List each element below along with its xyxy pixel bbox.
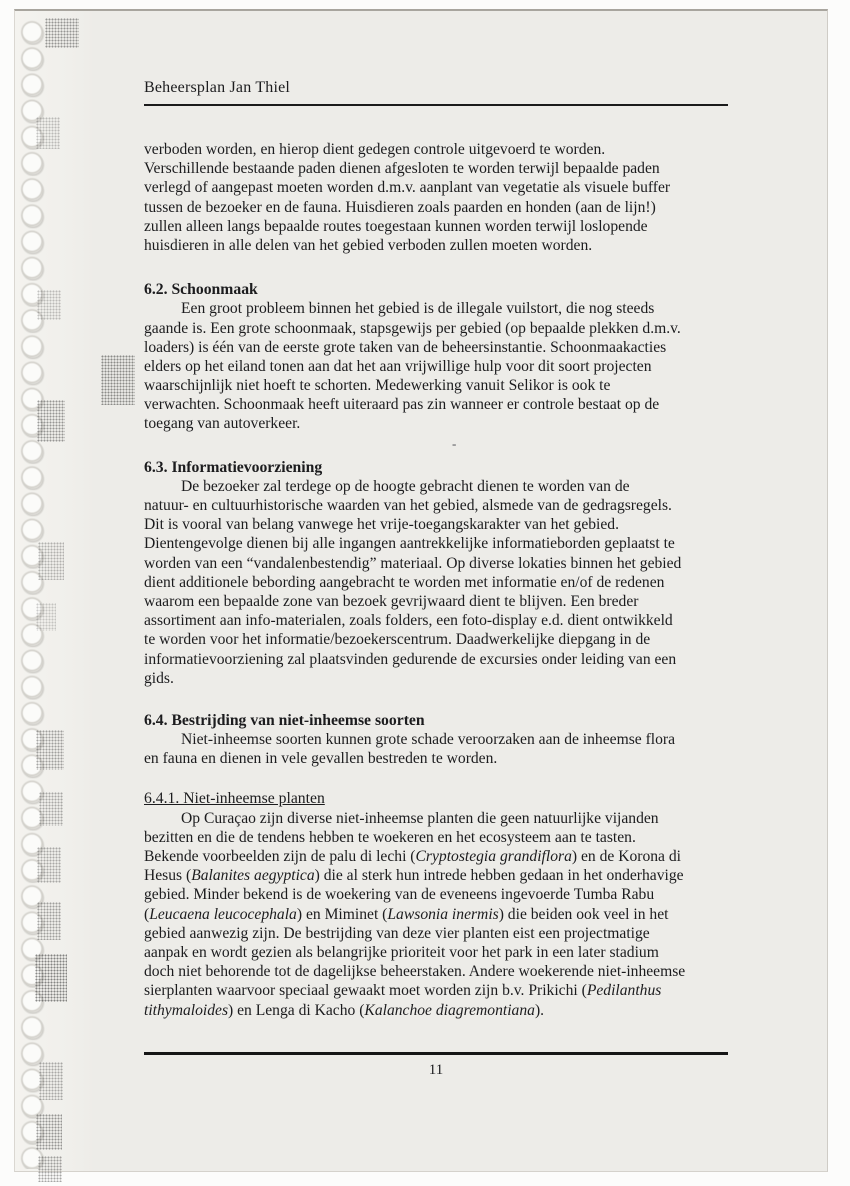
scan-noise-patch bbox=[39, 1062, 63, 1100]
scan-noise-patch bbox=[36, 117, 60, 149]
section-heading-6-2: 6.2. Schoonmaak bbox=[144, 281, 258, 299]
section-heading-6-3: 6.3. Informatievoorziening bbox=[144, 458, 323, 476]
scan-noise-patch bbox=[36, 603, 56, 631]
section-6-4-paragraph: Niet-inheemse soorten kunnen grote schade veroorzaken aan de inheemse flora en fauna en dienen in vele gevallen bestreden te worden. bbox=[144, 731, 676, 768]
scan-noise-patch bbox=[101, 355, 135, 405]
scan-noise-patch bbox=[37, 847, 61, 883]
scan-noise-patch bbox=[39, 792, 63, 826]
scan-noise-patch bbox=[37, 902, 61, 940]
footer-rule bbox=[144, 1052, 728, 1055]
scan-noise-patch bbox=[45, 18, 79, 48]
scan-noise-patch bbox=[36, 730, 64, 770]
page-content bbox=[144, 11, 736, 1079]
stray-dash-mark: - bbox=[452, 436, 457, 451]
page-number: 11 bbox=[428, 1061, 444, 1078]
running-header-title: Beheersplan Jan Thiel bbox=[144, 79, 291, 96]
section-6-4-1-paragraph: Op Curaçao zijn diverse niet-inheemse planten die geen natuurlijke vijanden bezitten en die de tendens hebben te woekeren en het ecosysteem aan te tasten. Bekende voorbeelden zijn de palu di lechi (Cryptostegia grandiflora) en de Korona di Hesus (Balanites aegyptica) die al sterk hun intrede hebben gedaan in het onderhavige gebied. Minder bekend is de woekering van de eveneens ingevoerde Tumba Rabu (Leucaena leucocephala) en Miminet (Lawsonia inermis) die beiden ook veel in het gebied aanwezig zijn. De bestrijding van deze vier planten eist een projectmatige aanpak en wordt gezien als belangrijke prioriteit voor het park in een later stadium doch niet behorende tot de dagelijkse beheerstaken. Andere woekerende niet-inheemse sierplanten waarvoor speciaal gewaakt moet worden zijn b.v. Prikichi (Pedilanthus tithymaloides) en Lenga di Kacho (Kalanchoe diagremontiana). bbox=[144, 809, 686, 1019]
scan-noise-patch bbox=[37, 290, 61, 320]
section-heading-6-4: 6.4. Bestrijding van niet-inheemse soorten bbox=[144, 711, 425, 729]
scan-noise-patch bbox=[38, 542, 64, 580]
scan-noise-patch bbox=[35, 954, 67, 1002]
scan-noise-patch bbox=[37, 400, 65, 442]
section-6-2-paragraph: Een groot probleem binnen het gebied is de illegale vuilstort, die nog steeds gaande is. Een grote schoonmaak, stapsgewijs per gebied (op bepaalde plekken d.m.v. loaders) is één van de eerste grote taken van de beheersinstantie. Schoonmaakacties elders op het eiland tonen aan dat het aan vrijwillige hulp voor dit soort projecten waarschijnlijk niet hoeft te schorten. Medewerking vanuit Selikor is ook te verwachten. Schoonmaak heeft uiteraard pas zin wanneer er controle bestaat op de toegang van autoverkeer. bbox=[144, 300, 681, 433]
paper-sheet bbox=[14, 9, 828, 1172]
section-6-3-paragraph: De bezoeker zal terdege op de hoogte gebracht dienen te worden van de natuur- en cultuurhistorische waarden van het gebied, alsmede van de gedragsregels. Dit is vooral van belang vanwege het vrije-toegangskarakter van het gebied. Dientengevolge dienen bij alle ingangen aantrekkelijke informatieborden geplaatst te worden van een “vandalenbestendig” materiaal. Op diverse lokaties binnen het gebied dient additionele bebording aangebracht te worden met informatie en/of de redenen waarom een bepaalde zone van bezoek gevrijwaard dient te blijven. Een breder assortiment aan info-materialen, zoals folders, een foto-display e.d. dient ontwikkeld te worden voor het informatie/bezoekerscentrum. Daadwerkelijke diepgang in de informatievoorziening zal plaatsvinden gedurende de excursies onder leiding van een gids. bbox=[144, 477, 682, 687]
section-heading-6-4-1: 6.4.1. Niet-inheemse planten bbox=[144, 790, 325, 808]
scan-noise-patch bbox=[38, 1156, 62, 1182]
header-rule bbox=[144, 104, 728, 106]
intro-paragraph: verboden worden, en hierop dient gedegen controle uitgevoerd te worden. Verschillende bestaande paden dienen afgesloten te worden terwijl bepaalde paden verlegd of aangepast moeten worden d.m.v. aanplant van vegetatie als visuele buffer tussen de bezoeker en de fauna. Huisdieren zoals paarden en honden (aan de lijn!) zullen alleen langs bepaalde routes toegestaan kunnen worden terwijl loslopende huisdieren in alle delen van het gebied verboden zullen moeten worden. bbox=[144, 141, 671, 254]
scan-noise-patch bbox=[36, 1114, 62, 1150]
